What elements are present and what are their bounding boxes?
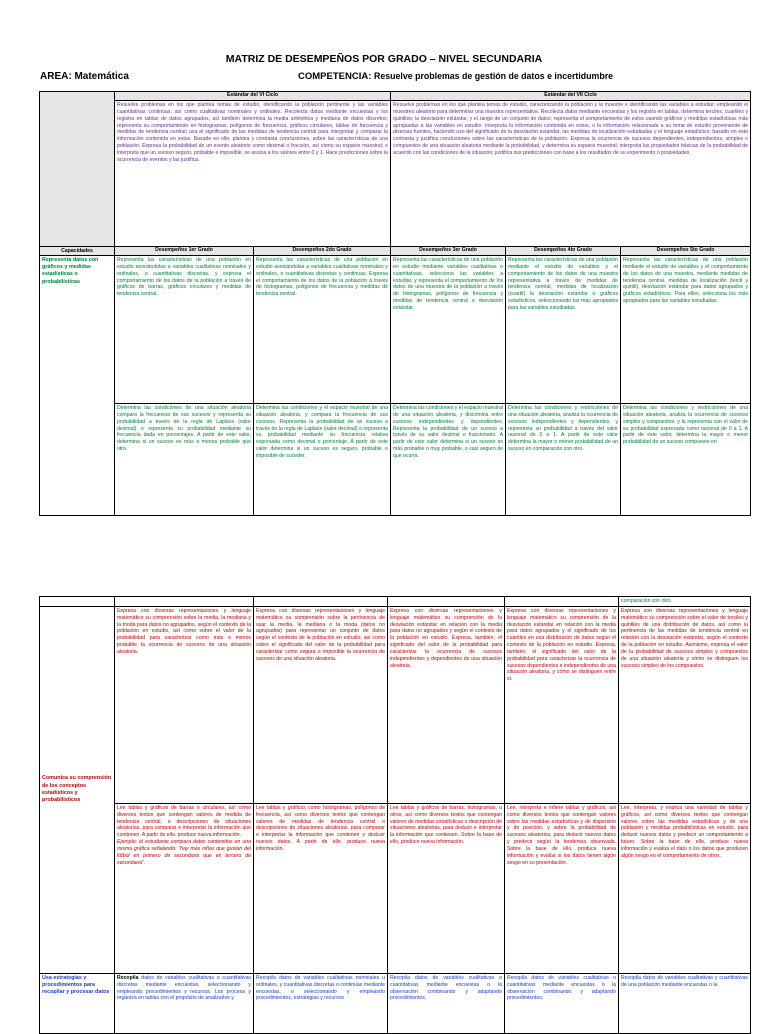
competencia-label: COMPETENCIA: (298, 71, 372, 82)
cont-blank-3 (388, 597, 505, 607)
desempenos-table-2 (39, 596, 751, 1034)
cap1-row1-grade2: Representa las características de una población en estudio asociándolas a variables cualitativas nominales y ordinales, o cuantitativas discretas y continuas. Expresa el comportamiento de los datos de la población a través de histogramas, polígonos de frecuencia y medidas de tendencia central. (254, 256, 391, 404)
std-vii-text: Resuelve problemas en los que plantea temas de estudio, caracterizando la población y la muestre e identificando las variables a estudiar; empleando el muestreo aleatorio para determinar una muestra representativa. Recolecta datos mediante encuestas y los registra en tablas, determina terciles, cuartiles y quintiles; la desviación estándar, y el rango de un conjunto de datos; representa el comportamiento de estos usando gráficos y medidas estadísticas más apropiadas a las variables en estudio. Interpreta la información contenida en estos, o la información relacionada a su tema de estudio proveniente de diversas fuentes, haciendo uso del significado de la desviación estándar, las medidas de localización estudiadas y el lenguaje estadístico; basado en esto contrasta y justifica conclusiones sobre las características de la población. Expresa la ocurrencia de sucesos dependientes, independientes, simples o compuestos de una situación aleatoria mediante la probabilidad, y determina su espacio muestral; interpreta las propiedades básicas de la probabilidad de acuerdo con las condiciones de la situación; justifica sus predicciones con base a los resultados de su experimento o propiedades. (391, 101, 751, 247)
cap2-row2-grade4: Lee, interpreta e infiere tablas y gráficos, así como diversos textos que contengan valores sobre las medidas estadísticas y de dispersión y de posición, y sobre la probabilidad de sucesos aleatorios, para deducir nuevos datos y predecir según la tendencia observada. Sobre la base de ello, produce nueva información y evalúa si los datos tienen algún sesgo en su presentación. (505, 803, 619, 973)
doc-title: MATRIZ DE DESEMPEÑOS POR GRADO – NIVEL SECUNDARIA (225, 53, 543, 65)
cap1-row2-grade5: Determina las condiciones y restricciones de una situación aleatoria, analiza la ocurrencia de sucesos simples y compuestos, y la representa con el valor de su probabilidad expresada como racional de 0 a 1. A partir de este valor, determina la mayor o menor probabilidad de un suceso compuesto en (621, 404, 751, 516)
cap1-row2-grade2: Determina las condiciones y el espacio muestral de una situación aleatoria, y compara la frecuencia de sus sucesos. Representa la probabilidad de un suceso a través de la regla de Laplace (valor decimal) o representa su probabilidad mediante su frecuencia relativa expresada como decimal o porcentaje. A partir de este valor determina si un suceso es seguro, probable o imposible de suceder. (254, 404, 391, 516)
cap2-row1-grade5: Expresa con diversas representaciones y lenguaje matemático su comprensión sobre el valor de terciles y quintiles de una distribución de datos, así como la pertinencia de las medidas de tendencia central en relación con la desviación estándar, según el contexto de la población en estudio. Asimismo, expresa el valor de la probabilidad de sucesos simples y compuestos de una situación aleatoria y cómo se distinguen los sucesos simples de los compuestos. (619, 606, 751, 803)
grade-header-3: Desempeños 3er Grado (391, 247, 506, 256)
cap1-row1-grade4: Representa las características de una población mediante el estudio de variables y el comportamiento de los datos de una muestra representativa a través de medidas de tendencia central, medidas de localización (cuartil) la desviación estándar o gráficos estadísticos, seleccionando los más apropiados para las variables estudiadas. (506, 256, 621, 404)
grade-header-1: Desempeños 1er Grado (115, 247, 254, 256)
cont-blank-cap (40, 597, 115, 607)
cont-blank-2 (254, 597, 388, 607)
cont-blank-4 (505, 597, 619, 607)
cont-grade5: comparación con otro. (619, 597, 751, 607)
cap2-row2-grade1 (115, 803, 254, 973)
cap3-row1-grade2: Recopila datos de variables cualitativas nominales u ordinales, y cuantitativas discretas o continuas mediante encuestas, o seleccionando y empleando procedimientos, estrategias y recursos (254, 973, 388, 1033)
capacity-1-name: Representa datos con gráficos y medidas estadísticas o probabilísticas (40, 256, 115, 516)
cap3-row1-grade5: Recopila datos de variables cualitativas y cuantitativas de una población mediante encuestas o la (619, 973, 751, 1033)
grade-header-5: Desempeños 5to Grado (621, 247, 751, 256)
grade-header-4: Desempeños 4to Grado (506, 247, 621, 256)
cap1-row2-grade3: Determina las condiciones y el espacio muestral de una situación aleatoria, y discrimina entre sucesos independientes y dependientes. Representa la probabilidad de un suceso a través de su valor decimal o fraccionario. A partir de este valor determina si un suceso es más probable o muy probable, o casi seguro de que ocurra. (391, 404, 506, 516)
cap1-row2-grade4: Determina las condiciones y restricciones de una situación aleatoria, analiza la ocurrencia de sucesos independientes y dependientes, y representa su probabilidad a través del valor racional de 0 a 1. A partir de este valor determina la mayor o menor probabilidad de un suceso en comparación con otro. (506, 404, 621, 516)
std-vi-header: Estándar del VI Ciclo (115, 92, 391, 101)
cap2-row2-grade5: Lee, interpreta, y explica una variedad de tablas y gráficos, así como diversos textos que contengan valores sobre las medidas estadísticas y de una población y medidas probabilísticas en estudio, para deducir nuevos datos y predecir un comportamiento a futuro. Sobre la base de ello, produce nueva información y evalúa el dato o los datos que producen algún sesgo en el comportamiento de otros. (619, 803, 751, 973)
cap2-example-text: Ejemplo: el estudiante compara datos contenidos en una misma gráfica señalando: "hay más niñas que gustan del fútbol en primero de secundaria que en tercero de secundaria". (117, 839, 251, 866)
cap2-row1-grade3: Expresa con diversas representaciones y lenguaje matemático su comprensión de la desviación estándar en relación con la media para datos no agrupados y según el contexto de la población en estudio. Expresa, también, el significado del valor de la probabilidad para caracterizar la ocurrencia de sucesos independientes y dependientes de una situación aleatoria. (388, 606, 505, 803)
cap3-row1-grade4: Recopila datos de variables cualitativas o cuantitativas mediante encuestas o la observación combinando y adaptando procedimientos, (505, 973, 619, 1033)
cap3-row1-grade1 (115, 973, 254, 1033)
cap1-row1-grade3: Representa las características de una población en estudio mediante variables cualitativas o cuantitativas, selecciona las variables a estudiar, y representa el comportamiento de los datos de una muestra de la población a través de histogramas, polígonos de frecuencia y medidas de tendencia central o desviación estándar. (391, 256, 506, 404)
capacity-2-name: Comunica su comprensión de los conceptos estadísticos y probabilísticos (40, 606, 115, 973)
cap1-row1-grade1: Representa las características de una población en estudio asociándolas a variables cualitativas nominales y ordinales, o cuantitativas discretas, y expresa el comportamiento de los datos de la población a través de gráficos de barras, gráficos circulares y medidas de tendencia central. (115, 256, 254, 404)
area-label: AREA: Matemática (40, 71, 129, 82)
cap3-recopila-word: Recopila (117, 974, 139, 981)
capacity-3-name: Usa estrategias y procedimientos para recopilar y procesar datos (40, 973, 115, 1033)
capacidades-cell (40, 92, 115, 247)
cap2-row1-grade4: Expresa con diversas representaciones y lenguaje matemático su comprensión de la desviación estándar en relación con la media para datos agrupados y el significado de los cuartiles en una distribución de datos según el contexto de la población en estudio. Expresa, también, el significado del valor de la probabilidad para caracterizar la ocurrencia de sucesos dependientes e independientes de una situación aleatoria, y cómo se distinguen entre sí. (505, 606, 619, 803)
cap2-row1-grade1: Expresa con diversas representaciones y lenguaje matemático su comprensión sobre la media, la mediana y la moda para datos no agrupados, según el contexto de la población en estudio, así como sobre el valor de la probabilidad para caracterizar como más o menos probable la ocurrencia de sucesos de una situación aleatoria. (115, 606, 254, 803)
cap1-row1-grade5: Representa las características de una población mediante el estudio de variables y el comportamiento de los datos de una muestra, mediante medidas de tendencia central, medidas de localización (tercil y quintil), desviación estándar para datos agrupados y gráficos estadísticos. Para ellos, selecciona los más apropiados para las variables estudiadas. (621, 256, 751, 404)
std-vii-header: Estándar del VII Ciclo (391, 92, 751, 101)
cap2-row1-grade2: Expresa con diversas representaciones y lenguaje matemático su comprensión sobre la pertinencia de usar la media, la mediana o la moda (datos no agrupados) para representar un conjunto de datos según el contexto de la población en estudio, así como sobre el significado del valor de la probabilidad para caracterizar como segura o imposible la ocurrencia de sucesos de una situación aleatoria. (254, 606, 388, 803)
cap2-row2-grade1-text: Lee tablas y gráficos de barras o circulares, así como diversos textos que contengan valores de medida de tendencia central, o descripciones de situaciones aleatorias, para comparar e interpretar la información que contienen. A partir de ello, produce nueva información. (117, 804, 251, 839)
capacidades-label: Capacidades (40, 247, 115, 256)
cap2-row2-grade2: Lee tablas y gráficos como histogramas, polígonos de frecuencia, así como diversos textos que contengan valores de medidas de tendencia central o descripciones de situaciones aleatorias, para comparar e interpretar la información que contienen y deducir nuevos datos. A partir de ello, produce nueva información. (254, 803, 388, 973)
cap2-row2-grade3: Lee tablas y gráficos de barras, histogramas, u otros, así como diversos textos que contengan valores de medidas estadísticas o descripción de situaciones aleatorias, para deducir e interpretar la información que contienen. Sobre la base de ello, produce nueva información. (388, 803, 505, 973)
competencia (298, 71, 613, 82)
cap3-row1-grade3: Recopila datos de variables cualitativas o cuantitativas mediante encuestas o la observación combinando y adaptando procedimientos, (388, 973, 505, 1033)
cont-blank-1 (115, 597, 254, 607)
grade-header-2: Desempeños 2do Grado (254, 247, 391, 256)
desempenos-table-1 (39, 91, 751, 516)
cap3-row1-grade1-text: datos de variables cualitativas o cuantitativas discretas mediante encuestas, seleccionando y empleando procedimientos y recursos. Los procesa y organiza en tablas con el propósito de analizarlos y (117, 974, 251, 1002)
std-vi-text: Resuelve problemas en los que plantea temas de estudio, identificando la población pertinente y las variables cuantitativas continúas, así como cualitativas nominales y ordinales. Recolecta datos mediante encuestas y los registra en tablas de datos agrupados, así también determina la media aritmética y mediana de datos discretos; representa su comportamiento en histogramas, polígonos de frecuencia, gráficos circulares, tablas de frecuencia y medidas de tendencia central; usa el significado de las medidas de tendencia central para interpretar y comparar la información contenida en estos. Basado en ello, plantea y contrasta conclusiones, sobre las características de una población. Expresa la probabilidad de un evento aleatorio como decimal o fracción, así como su espacio muestral; e interpreta que un suceso seguro, probable e imposible, se asocia a los valores entre 0 y 1. Hace predicciones sobre la ocurrencia de eventos y las justifica. (115, 101, 391, 247)
cap1-row2-grade1: Determina las condiciones de una situación aleatoria compara la frecuencia de sus sucesos y representa su probabilidad a través de la regla de Laplace (valor decimal) o representa su probabilidad mediante su frecuencia dada en porcentajes. A partir de este valor, determina si un suceso es más o menos probable que otro. (115, 404, 254, 516)
competencia-value: Resuelve problemas de gestión de datos e incertidumbre (374, 71, 614, 81)
